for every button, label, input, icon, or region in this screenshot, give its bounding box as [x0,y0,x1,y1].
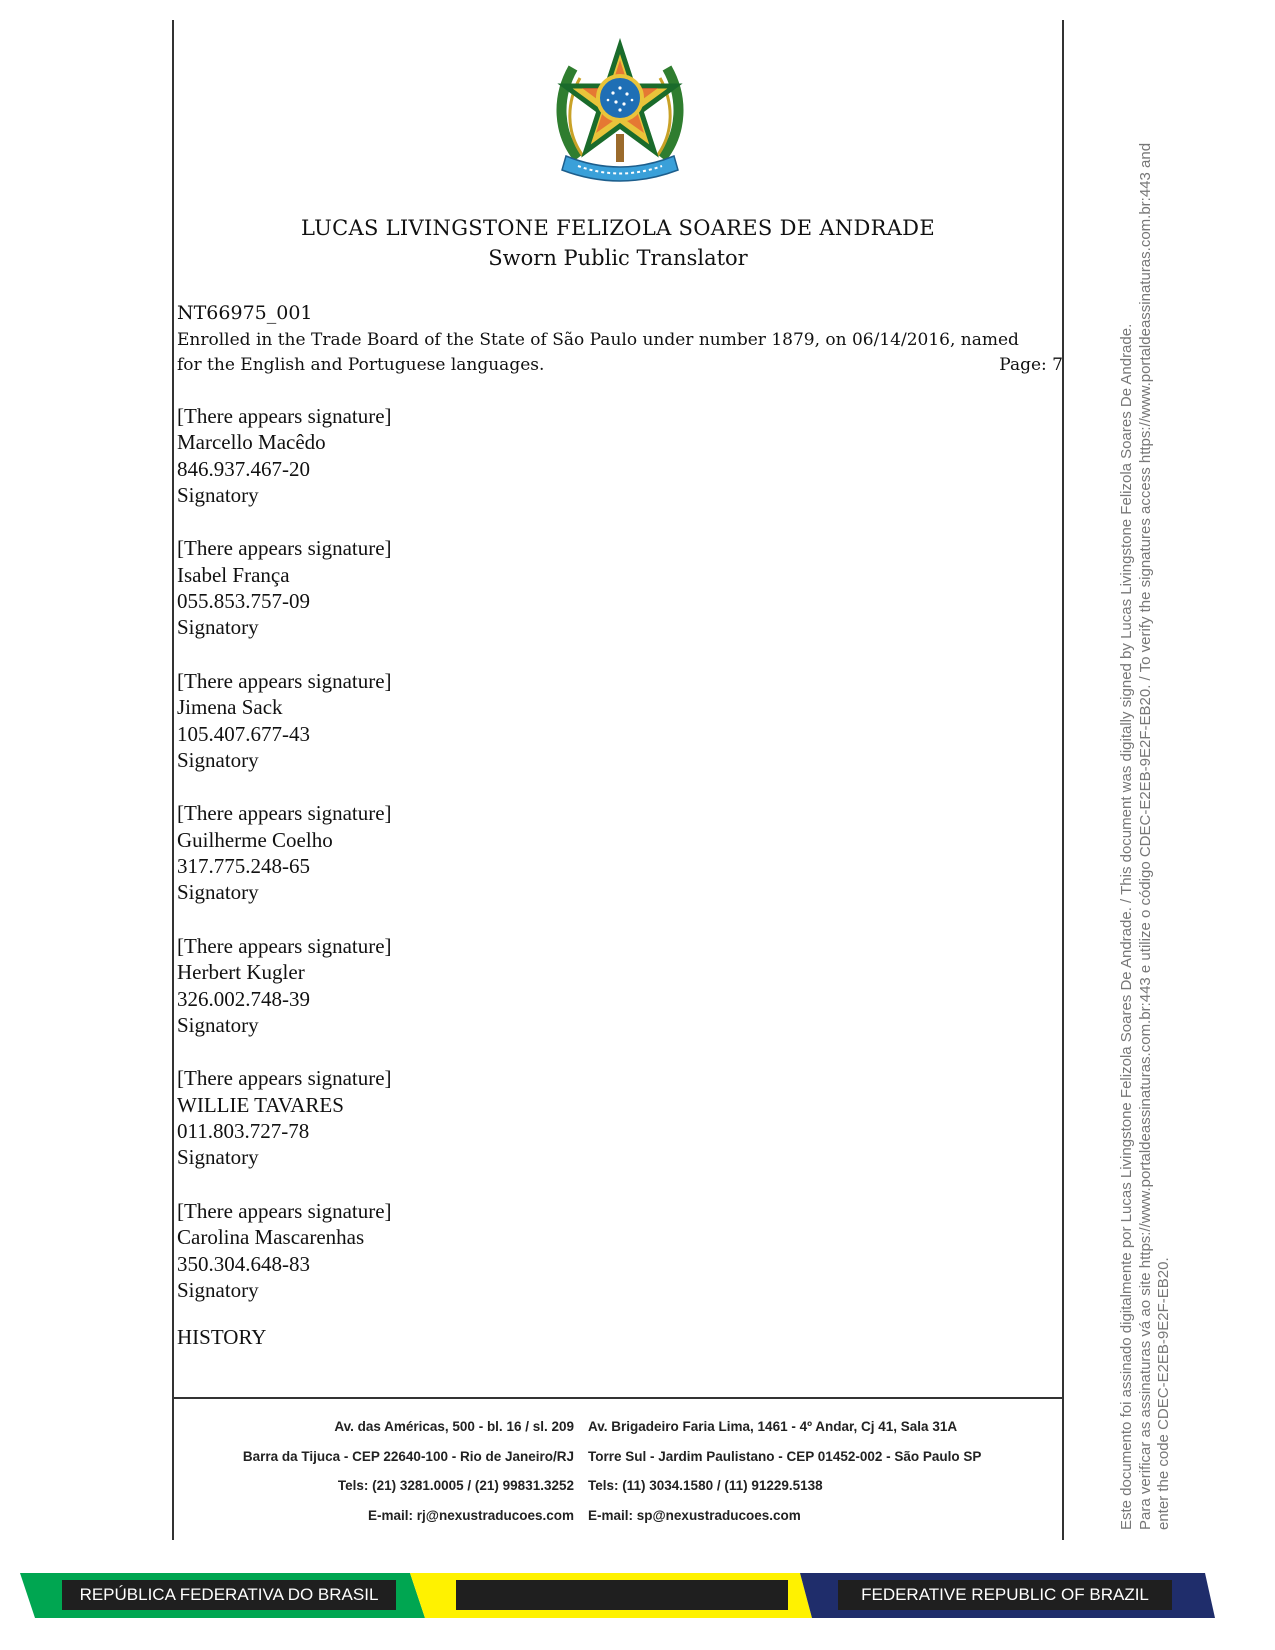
signature-notice-line-3: enter the code CDEC-E2EB-9E2F-EB20. [1155,1257,1172,1530]
signatory-entry [177,668,777,773]
signatory-name: Isabel França [177,562,290,587]
signatory-name: Guilherme Coelho [177,827,333,852]
signatory-role: Signatory [177,615,259,640]
rj-phones: Tels: (21) 3281.0005 / (21) 99831.3252 [337,1478,574,1494]
signatory-entry [177,800,777,905]
translator-header [174,213,1062,273]
signatory-cpf: 105.407.677-43 [177,721,310,746]
signature-note: [There appears signature] [177,801,392,826]
signature-note: [There appears signature] [177,1066,392,1091]
signatory-role: Signatory [177,482,259,507]
rj-address-line-1: Av. das Américas, 500 - bl. 16 / sl. 209 [334,1419,574,1435]
signatory-cpf: 350.304.648-83 [177,1251,310,1276]
signatory-list [177,403,777,1330]
sp-address-line-1: Av. Brigadeiro Faria Lima, 1461 - 4º Andar, Cj 41, Sala 31A [588,1419,958,1435]
signatory-cpf: 011.803.727-78 [177,1119,310,1144]
signatory-entry [177,933,777,1038]
enrollment-line-2: for the English and Portuguese languages. [177,355,545,375]
celestial-globe [598,76,642,120]
signatory-role: Signatory [177,880,259,905]
sp-address-line-2: Torre Sul - Jardim Paulistano - CEP 01452-002 - São Paulo SP [588,1448,982,1464]
enrollment-statement [177,328,1063,378]
page-number: Page: 7 [999,355,1063,375]
signatory-cpf: 846.937.467-20 [177,456,310,481]
signatory-cpf: 055.853.757-09 [177,589,310,614]
enrollment-line-1: Enrolled in the Trade Board of the State of São Paulo under number 1879, on 06/14/2016, named [177,330,1019,350]
office-addresses [174,1412,1062,1530]
signatory-name: Jimena Sack [177,695,283,720]
document-code: NT66975_001 [177,302,313,324]
footer-divider [172,1397,1064,1399]
band-label-middle [456,1580,788,1610]
signatory-role: Signatory [177,1277,259,1302]
rj-email: E-mail: rj@nexustraducoes.com [368,1507,574,1523]
signatory-name: Carolina Mascarenhas [177,1225,365,1250]
signatory-entry [177,535,777,640]
coat-of-arms-emblem [548,38,692,188]
signature-note: [There appears signature] [177,536,392,561]
band-label-english: FEDERATIVE REPUBLIC OF BRAZIL [838,1580,1172,1610]
signature-notice-line-1: Este documento foi assinado digitalmente por Lucas Livingstone Felizola Soares De Andrade. / This document was digitally signed by Lucas Livingstone Felizola Soares De Andrade. [1118,323,1135,1530]
signatory-entry [177,1065,777,1170]
signatory-cpf: 317.775.248-65 [177,854,310,879]
translator-name: LUCAS LIVINGSTONE FELIZOLA SOARES DE ANDRADE [301,216,935,240]
signatory-cpf: 326.002.748-39 [177,986,310,1011]
signatory-name: Marcello Macêdo [177,430,326,455]
band-label-portuguese: REPÚBLICA FEDERATIVA DO BRASIL [62,1580,396,1610]
signatory-entry [177,403,777,508]
signatory-name: WILLIE TAVARES [177,1092,344,1117]
signature-note: [There appears signature] [177,404,392,428]
signatory-entry [177,1198,777,1303]
rj-address-line-2: Barra da Tijuca - CEP 22640-100 - Rio de Janeiro/RJ [242,1448,574,1464]
sp-phones: Tels: (11) 3034.1580 / (11) 91229.5138 [588,1478,823,1494]
right-margin-rule [1062,20,1064,1540]
signature-note: [There appears signature] [177,933,392,958]
sp-email: E-mail: sp@nexustraducoes.com [588,1507,801,1523]
signatory-role: Signatory [177,1012,259,1037]
history-heading: HISTORY [177,1325,267,1349]
signatory-name: Herbert Kugler [177,960,305,985]
translator-title: Sworn Public Translator [488,246,748,270]
signature-note: [There appears signature] [177,668,392,693]
digital-signature-notice [1118,30,1174,1530]
signature-note: [There appears signature] [177,1198,392,1223]
signatory-role: Signatory [177,747,259,772]
signatory-role: Signatory [177,1145,259,1170]
signature-notice-line-2: Para verificar as assinaturas vá ao site https://www.portaldeassinaturas.com.br:443 e utilize o código CDEC-E2EB-9E2F-EB20. / To verify the signatures access https://www.portaldeassinaturas.com.br:443 and [1136,142,1154,1530]
